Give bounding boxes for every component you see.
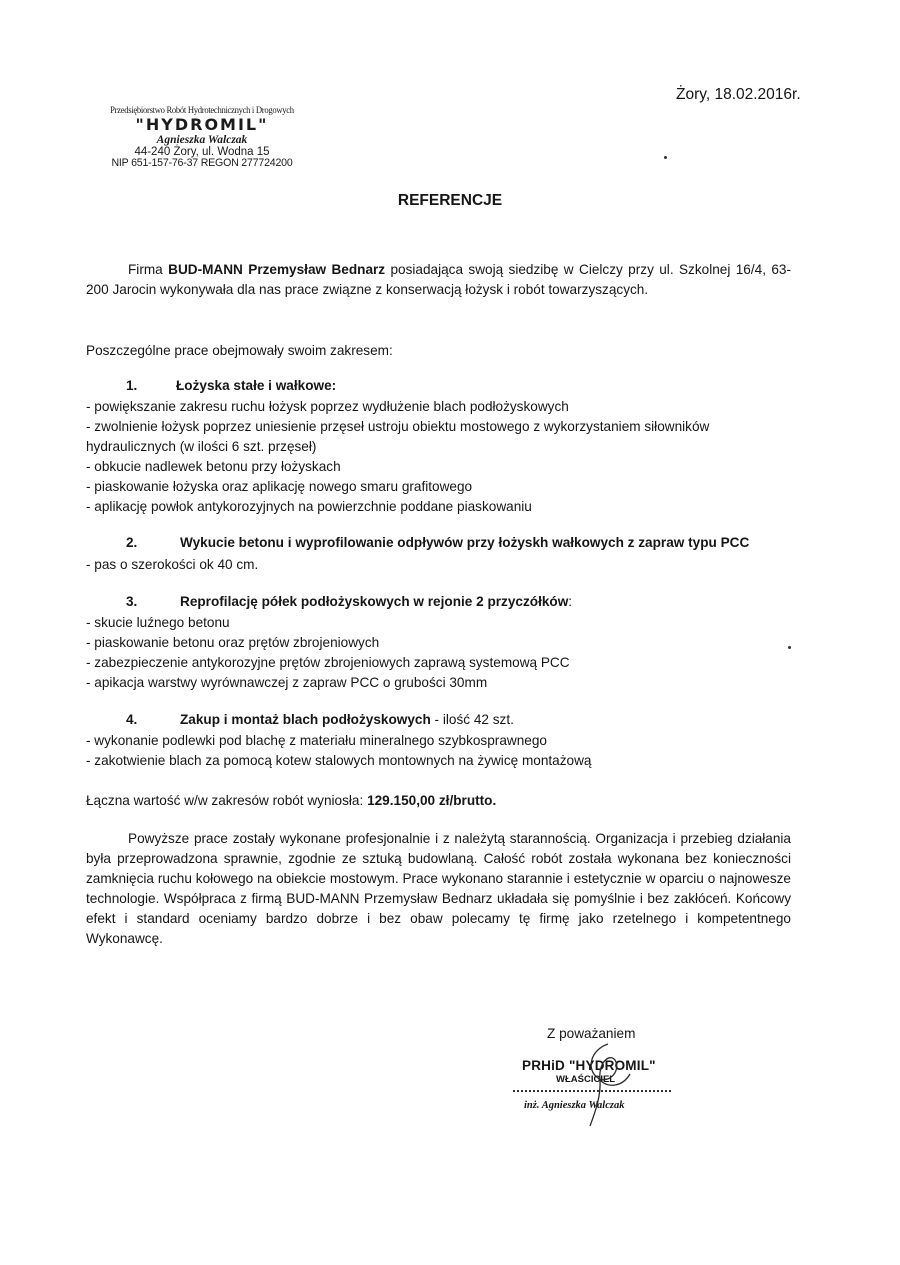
list-item: - aplikację powłok antykorozyjnych na powierzchnie poddane piaskowaniu: [86, 499, 532, 514]
list-item: - zwolnienie łożysk poprzez uniesienie przęseł ustroju obiektu mostowego z wykorzystaniem siłowników: [86, 419, 710, 434]
list-item: - wykonanie podlewki pod blachę z materiału mineralnego szybkosprawnego: [86, 733, 547, 748]
total-label: Łączna wartość w/w zakresów robót wyniosła:: [86, 793, 368, 808]
intro-company-name: BUD-MANN Przemysław Bednarz: [168, 262, 386, 277]
document-date: Żory, 18.02.2016r.: [676, 86, 801, 103]
handwritten-signature: [568, 1040, 648, 1130]
section-1-heading: [126, 378, 336, 393]
list-item: - zakotwienie blach za pomocą kotew stalowych montownych na żywicę montażową: [86, 753, 592, 768]
closing-salutation: Z poważaniem: [547, 1026, 636, 1041]
section-title-suffix: - ilość 42 szt.: [430, 712, 514, 727]
list-item: - apikacja warstwy wyrównawczej z zapraw PCC o grubości 30mm: [86, 675, 488, 690]
total-amount: 129.150,00 zł/brutto.: [367, 793, 497, 808]
signature-stamp-role: WŁAŚCICIEL: [556, 1074, 616, 1085]
list-item: - skucie luźnego betonu: [86, 615, 230, 630]
section-2-heading: [126, 535, 749, 550]
section-title: Wykucie betonu i wyprofilowanie odpływów przy łożyskh wałkowych z zapraw typu PCC: [180, 535, 750, 550]
section-4-heading: [126, 712, 514, 727]
list-item: hydraulicznych (w ilości 6 szt. przęseł): [86, 439, 317, 454]
signature-stamp-company: PRHiD "HYDROMIL": [522, 1058, 656, 1073]
stamp-company-short-name: "HYDROMIL": [135, 115, 269, 135]
section-number: 4.: [126, 712, 138, 727]
list-item: - piaskowanie łożyska oraz aplikację nowego smaru grafitowego: [86, 479, 473, 494]
stamp-owner-name: Agnieszka Walczak: [156, 133, 248, 146]
section-title: Łożyska stałe i wałkowe:: [176, 378, 337, 393]
intro-paragraph: [86, 260, 791, 300]
section-number: 3.: [126, 594, 138, 609]
section-title: Zakup i montaż blach podłożyskowych: [180, 712, 431, 727]
company-stamp: [88, 106, 316, 170]
stamp-tax-ids: NIP 651-157-76-37 REGON 277724200: [111, 157, 293, 170]
signature-name: inż. Agnieszka Walczak: [524, 1100, 625, 1111]
section-title: Reprofilację półek podłożyskowych w rejonie 2 przyczółków: [180, 594, 569, 609]
list-item: - powiększanie zakresu ruchu łożysk poprzez wydłużenie blach podłożyskowych: [86, 399, 569, 414]
intro-body: posiadająca swoją siedzibę w Cielczy przy ul. Szkolnej 16/4, 63-200 Jarocin wykonywała dla nas prace związne z konserwacją łożysk i robót towarzyszących.: [86, 262, 791, 297]
summary-paragraph: Powyższe prace zostały wykonane profesjonalnie i z należytą starannością. Organizacja i przebieg działania była przeprowadzona sprawnie, zgodnie ze sztuką budowlaną. Całość robót została wykonana bez konieczności zamknięcia ruchu kołowego na obiekcie mostowym. Prace wykonano starannie i estetycznie w oparciu o najnowesze technologie. Współpraca z firmą BUD-MANN Przemysław Bednarz układała się pomyślnie i bez zakłóceń. Końcowy efekt i standard oceniamy bardzo dobrze i bez obaw polecamy tę firmę jako rzetelnego i kompetentnego Wykonawcę.: [86, 831, 791, 946]
list-item: - piaskowanie betonu oraz prętów zbrojeniowych: [86, 635, 380, 650]
list-item: - obkucie nadlewek betonu przy łożyskach: [86, 459, 341, 474]
section-number: 1.: [126, 378, 138, 393]
signature-line: [513, 1090, 671, 1092]
list-item: - pas o szerokości ok 40 cm.: [86, 557, 259, 572]
scope-intro: Poszczególne prace obejmowały swoim zakresem:: [86, 343, 393, 358]
list-item: - zabezpieczenie antykorozyjne prętów zbrojeniowych zaprawą systemową PCC: [86, 655, 570, 670]
section-title-suffix: :: [568, 594, 573, 609]
document-title: REFERENCJE: [397, 192, 503, 209]
intro-prefix: Firma: [128, 262, 169, 277]
section-3-heading: [126, 594, 572, 609]
stamp-company-full-name: Przedsiębiorstwo Robót Hydrotechnicznych i Drogowych: [110, 105, 294, 116]
scan-speck: [664, 156, 667, 159]
scan-speck: [788, 646, 791, 649]
section-number: 2.: [126, 535, 138, 550]
stamp-address: 44-240 Żory, ul. Wodna 15: [134, 146, 270, 159]
total-value-line: [86, 791, 496, 811]
